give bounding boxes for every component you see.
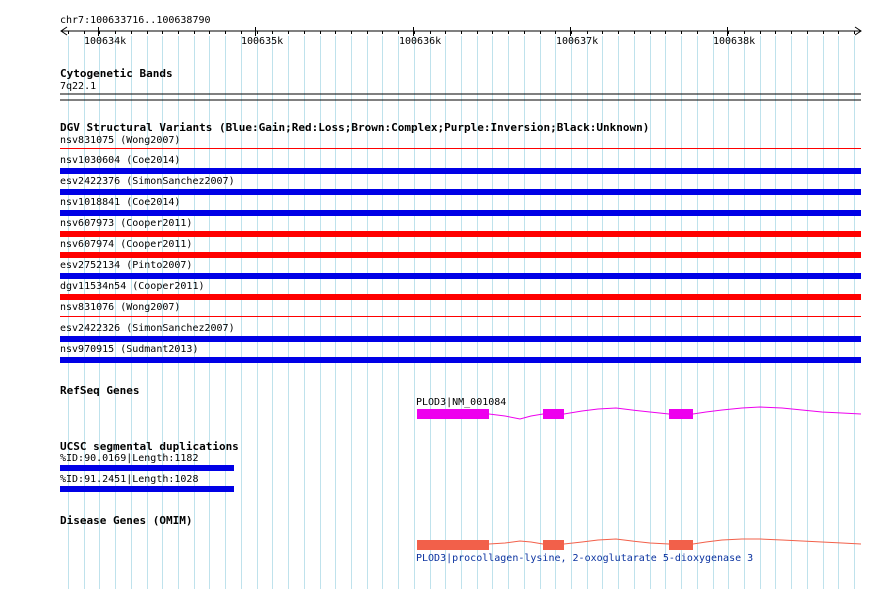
omim-exon-1[interactable] bbox=[417, 540, 489, 550]
dgv-variant-label-7[interactable]: esv2752134 (Pinto2007) bbox=[60, 260, 193, 271]
ruler-tick-label-4: 100637k bbox=[556, 36, 599, 47]
refseq-exon-3[interactable] bbox=[669, 409, 693, 419]
dgv-variant-label-1[interactable]: nsv831075 (Wong2007) bbox=[60, 135, 181, 146]
omim-gene-model[interactable] bbox=[417, 539, 861, 550]
dgv-bar-6[interactable] bbox=[60, 252, 861, 258]
segdup-label-2[interactable]: %ID:91.2451|Length:1028 bbox=[60, 474, 199, 485]
dgv-variant-label-6[interactable]: nsv607974 (Cooper2011) bbox=[60, 239, 193, 250]
dgv-variant-label-2[interactable]: nsv1030604 (Coe2014) bbox=[60, 155, 181, 166]
refseq-track-title: RefSeq Genes bbox=[60, 384, 140, 397]
refseq-exon-2[interactable] bbox=[543, 409, 564, 419]
omim-gene-label[interactable]: PLOD3|procollagen-lysine, 2-oxoglutarate 5-dioxygenase 3 bbox=[416, 553, 754, 564]
dgv-variant-label-11[interactable]: nsv970915 (Sudmant2013) bbox=[60, 344, 199, 355]
cytoband-track-title: Cytogenetic Bands bbox=[60, 67, 173, 80]
dgv-variant-label-5[interactable]: nsv607973 (Cooper2011) bbox=[60, 218, 193, 229]
omim-track-title: Disease Genes (OMIM) bbox=[60, 514, 193, 527]
dgv-bar-7[interactable] bbox=[60, 273, 861, 279]
refseq-gene-model[interactable] bbox=[417, 407, 861, 419]
omim-exon-2[interactable] bbox=[543, 540, 564, 550]
segdup-bar-1[interactable] bbox=[60, 465, 234, 471]
dgv-bar-9[interactable] bbox=[60, 316, 861, 317]
segdup-bar-2[interactable] bbox=[60, 486, 234, 492]
dgv-variant-label-8[interactable]: dgv11534n54 (Cooper2011) bbox=[60, 281, 205, 292]
dgv-bar-1[interactable] bbox=[60, 148, 861, 149]
segdup-label-1[interactable]: %ID:90.0169|Length:1182 bbox=[60, 453, 199, 464]
dgv-variant-label-10[interactable]: esv2422326 (SimonSanchez2007) bbox=[60, 323, 235, 334]
dgv-bar-4[interactable] bbox=[60, 210, 861, 216]
refseq-gene-label[interactable]: PLOD3|NM_001084 bbox=[416, 397, 507, 408]
ruler-tick-label-5: 100638k bbox=[713, 36, 756, 47]
dgv-bar-11[interactable] bbox=[60, 357, 861, 363]
location-label: chr7:100633716..100638790 bbox=[60, 15, 211, 26]
dgv-variant-label-4[interactable]: nsv1018841 (Coe2014) bbox=[60, 197, 181, 208]
segdup-track-title: UCSC segmental duplications bbox=[60, 440, 239, 453]
cytoband-label[interactable]: 7q22.1 bbox=[60, 81, 97, 92]
dgv-track-title: DGV Structural Variants (Blue:Gain;Red:Loss;Brown:Complex;Purple:Inversion;Black:Unknown) bbox=[60, 121, 650, 134]
dgv-bar-10[interactable] bbox=[60, 336, 861, 342]
ruler-tick-label-1: 100634k bbox=[84, 36, 127, 47]
dgv-variant-label-3[interactable]: esv2422376 (SimonSanchez2007) bbox=[60, 176, 235, 187]
ruler-tick-label-3: 100636k bbox=[399, 36, 442, 47]
grid-lines bbox=[69, 36, 855, 589]
dgv-bar-8[interactable] bbox=[60, 294, 861, 300]
dgv-variant-label-9[interactable]: nsv831076 (Wong2007) bbox=[60, 302, 181, 313]
refseq-exon-1[interactable] bbox=[417, 409, 489, 419]
dgv-bar-3[interactable] bbox=[60, 189, 861, 195]
omim-exon-3[interactable] bbox=[669, 540, 693, 550]
ruler-tick-label-2: 100635k bbox=[241, 36, 284, 47]
dgv-bar-5[interactable] bbox=[60, 231, 861, 237]
dgv-bar-2[interactable] bbox=[60, 168, 861, 174]
